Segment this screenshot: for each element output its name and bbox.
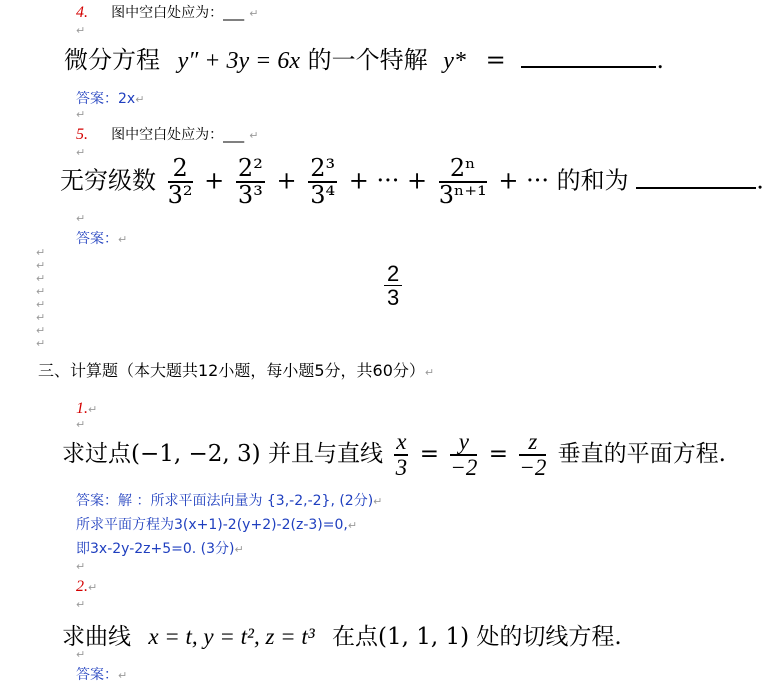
- equals-sign: =: [419, 441, 440, 468]
- paragraph-mark: ↵: [249, 7, 259, 20]
- paragraph-mark: ↵: [234, 543, 244, 556]
- paragraph-mark: ↵: [118, 669, 128, 682]
- paragraph-mark: ↵: [76, 598, 86, 611]
- numerator: 2: [384, 262, 402, 286]
- answer-fraction: [384, 262, 402, 309]
- section-heading: [38, 358, 434, 381]
- calc-question-2-statement: [62, 618, 622, 651]
- question-4-header: [40, 2, 258, 22]
- answer-text: 答案：解 ：所求平面法向量为 {3,-2,-2}, (2分): [76, 493, 374, 509]
- question-label: 图中空白处应为：___: [111, 127, 245, 143]
- denominator: 3: [387, 285, 400, 311]
- paragraph-mark: ↵: [76, 24, 86, 37]
- denominator: 3⁴: [310, 181, 336, 210]
- paragraph-mark: ↵: [76, 146, 86, 159]
- period: .: [656, 46, 664, 74]
- calc-question-1-header: [76, 398, 97, 418]
- paragraph-mark: ↵: [36, 246, 46, 259]
- paragraph-marks-column: [36, 246, 45, 350]
- equals-sign: =: [485, 46, 506, 74]
- question-number: 4.: [76, 4, 88, 21]
- numerator: 2²: [237, 154, 263, 182]
- paragraph-mark: ↵: [36, 272, 46, 285]
- answer-text: 答案：: [76, 667, 118, 683]
- statement-text: 的一个特解: [307, 46, 428, 74]
- answer-line: [76, 490, 382, 510]
- answer-line: [76, 514, 357, 534]
- paragraph-mark: ↵: [88, 581, 98, 594]
- fraction: [384, 262, 402, 309]
- numerator: x: [394, 430, 408, 456]
- question-5-header: [40, 124, 258, 144]
- denominator: −2: [519, 455, 547, 481]
- paragraph-mark: ↵: [76, 418, 86, 431]
- paragraph-mark: ↵: [88, 403, 98, 416]
- equals-sign: =: [488, 441, 509, 468]
- paragraph-mark: ↵: [36, 259, 46, 272]
- denominator: 3ⁿ⁺¹: [438, 181, 487, 210]
- paragraph-mark: ↵: [118, 233, 128, 246]
- question-number: 1.: [76, 400, 88, 417]
- answer-blank: [636, 187, 756, 189]
- paragraph-mark: ↵: [347, 519, 358, 532]
- statement-text: 在点(1, 1, 1) 处的切线方程.: [332, 624, 622, 650]
- statement-text: 微分方程: [64, 46, 160, 74]
- paragraph-mark: ↵: [36, 337, 46, 350]
- equation: x = t, y = t², z = t³: [148, 624, 315, 649]
- calc-question-1-statement: [62, 430, 726, 480]
- paragraph-mark: ↵: [36, 311, 46, 324]
- paragraph-mark: ↵: [76, 108, 86, 121]
- paragraph-mark: ↵: [76, 212, 86, 225]
- numerator: y: [450, 430, 477, 456]
- paragraph-mark: ↵: [76, 648, 86, 661]
- particular-solution: y*: [443, 48, 466, 74]
- answer-line: [76, 538, 244, 558]
- question-label: 图中空白处应为：___: [111, 5, 245, 21]
- statement-text: 求曲线: [62, 624, 131, 650]
- paragraph-mark: ↵: [36, 285, 46, 298]
- answer-blank: [521, 66, 656, 68]
- answer-text: 答案：: [76, 231, 118, 247]
- denominator: 3³: [237, 181, 263, 210]
- plus-sign: +: [204, 166, 225, 195]
- fraction: [439, 156, 487, 208]
- question-number: 2.: [76, 578, 88, 595]
- calc-question-2-header: [76, 576, 97, 596]
- answer-line: [76, 88, 144, 108]
- denominator: 3: [395, 455, 408, 481]
- question-5-statement: [60, 156, 764, 208]
- paragraph-mark: ↵: [249, 129, 259, 142]
- numerator: 2: [168, 156, 193, 183]
- paragraph-mark: ↵: [36, 324, 46, 337]
- period: .: [756, 166, 764, 195]
- fraction: [519, 430, 546, 480]
- numerator: z: [519, 430, 546, 456]
- fraction: [450, 430, 477, 480]
- answer-text: 答案：2x: [76, 91, 136, 107]
- denominator: 3²: [167, 181, 193, 210]
- answer-text: 所求平面方程为3(x+1)-2(y+2)-2(z-3)=0,: [76, 517, 348, 533]
- statement-text: 无穷级数: [60, 166, 156, 195]
- paragraph-mark: ↵: [373, 495, 383, 508]
- paragraph-mark: ↵: [424, 366, 435, 379]
- statement-text: 求过点(−1, −2, 3) 并且与直线: [62, 441, 383, 468]
- answer-line: [76, 228, 127, 248]
- question-4-statement: [64, 40, 664, 75]
- paragraph-mark: ↵: [36, 298, 46, 311]
- fraction: [308, 156, 337, 208]
- ellipsis: + ··· +: [348, 166, 428, 195]
- answer-text: 即3x-2y-2z+5=0. (3分): [76, 541, 235, 557]
- numerator: 2ⁿ: [439, 156, 487, 183]
- plus-sign: +: [276, 166, 297, 195]
- statement-text: + ··· 的和为: [498, 166, 629, 195]
- numerator: 2³: [310, 154, 336, 182]
- paragraph-mark: ↵: [135, 93, 145, 106]
- statement-text: 垂直的平面方程.: [557, 441, 726, 468]
- question-number: 5.: [76, 126, 88, 143]
- fraction: [236, 156, 265, 208]
- denominator: −2: [450, 455, 478, 481]
- answer-line: [76, 664, 127, 684]
- section-title: 三、计算题（本大题共12小题，每小题5分，共60分）: [38, 361, 425, 380]
- fraction: [394, 430, 408, 480]
- equation: y″ + 3y = 6x: [177, 48, 300, 74]
- paragraph-mark: ↵: [76, 560, 86, 573]
- fraction: [168, 156, 193, 208]
